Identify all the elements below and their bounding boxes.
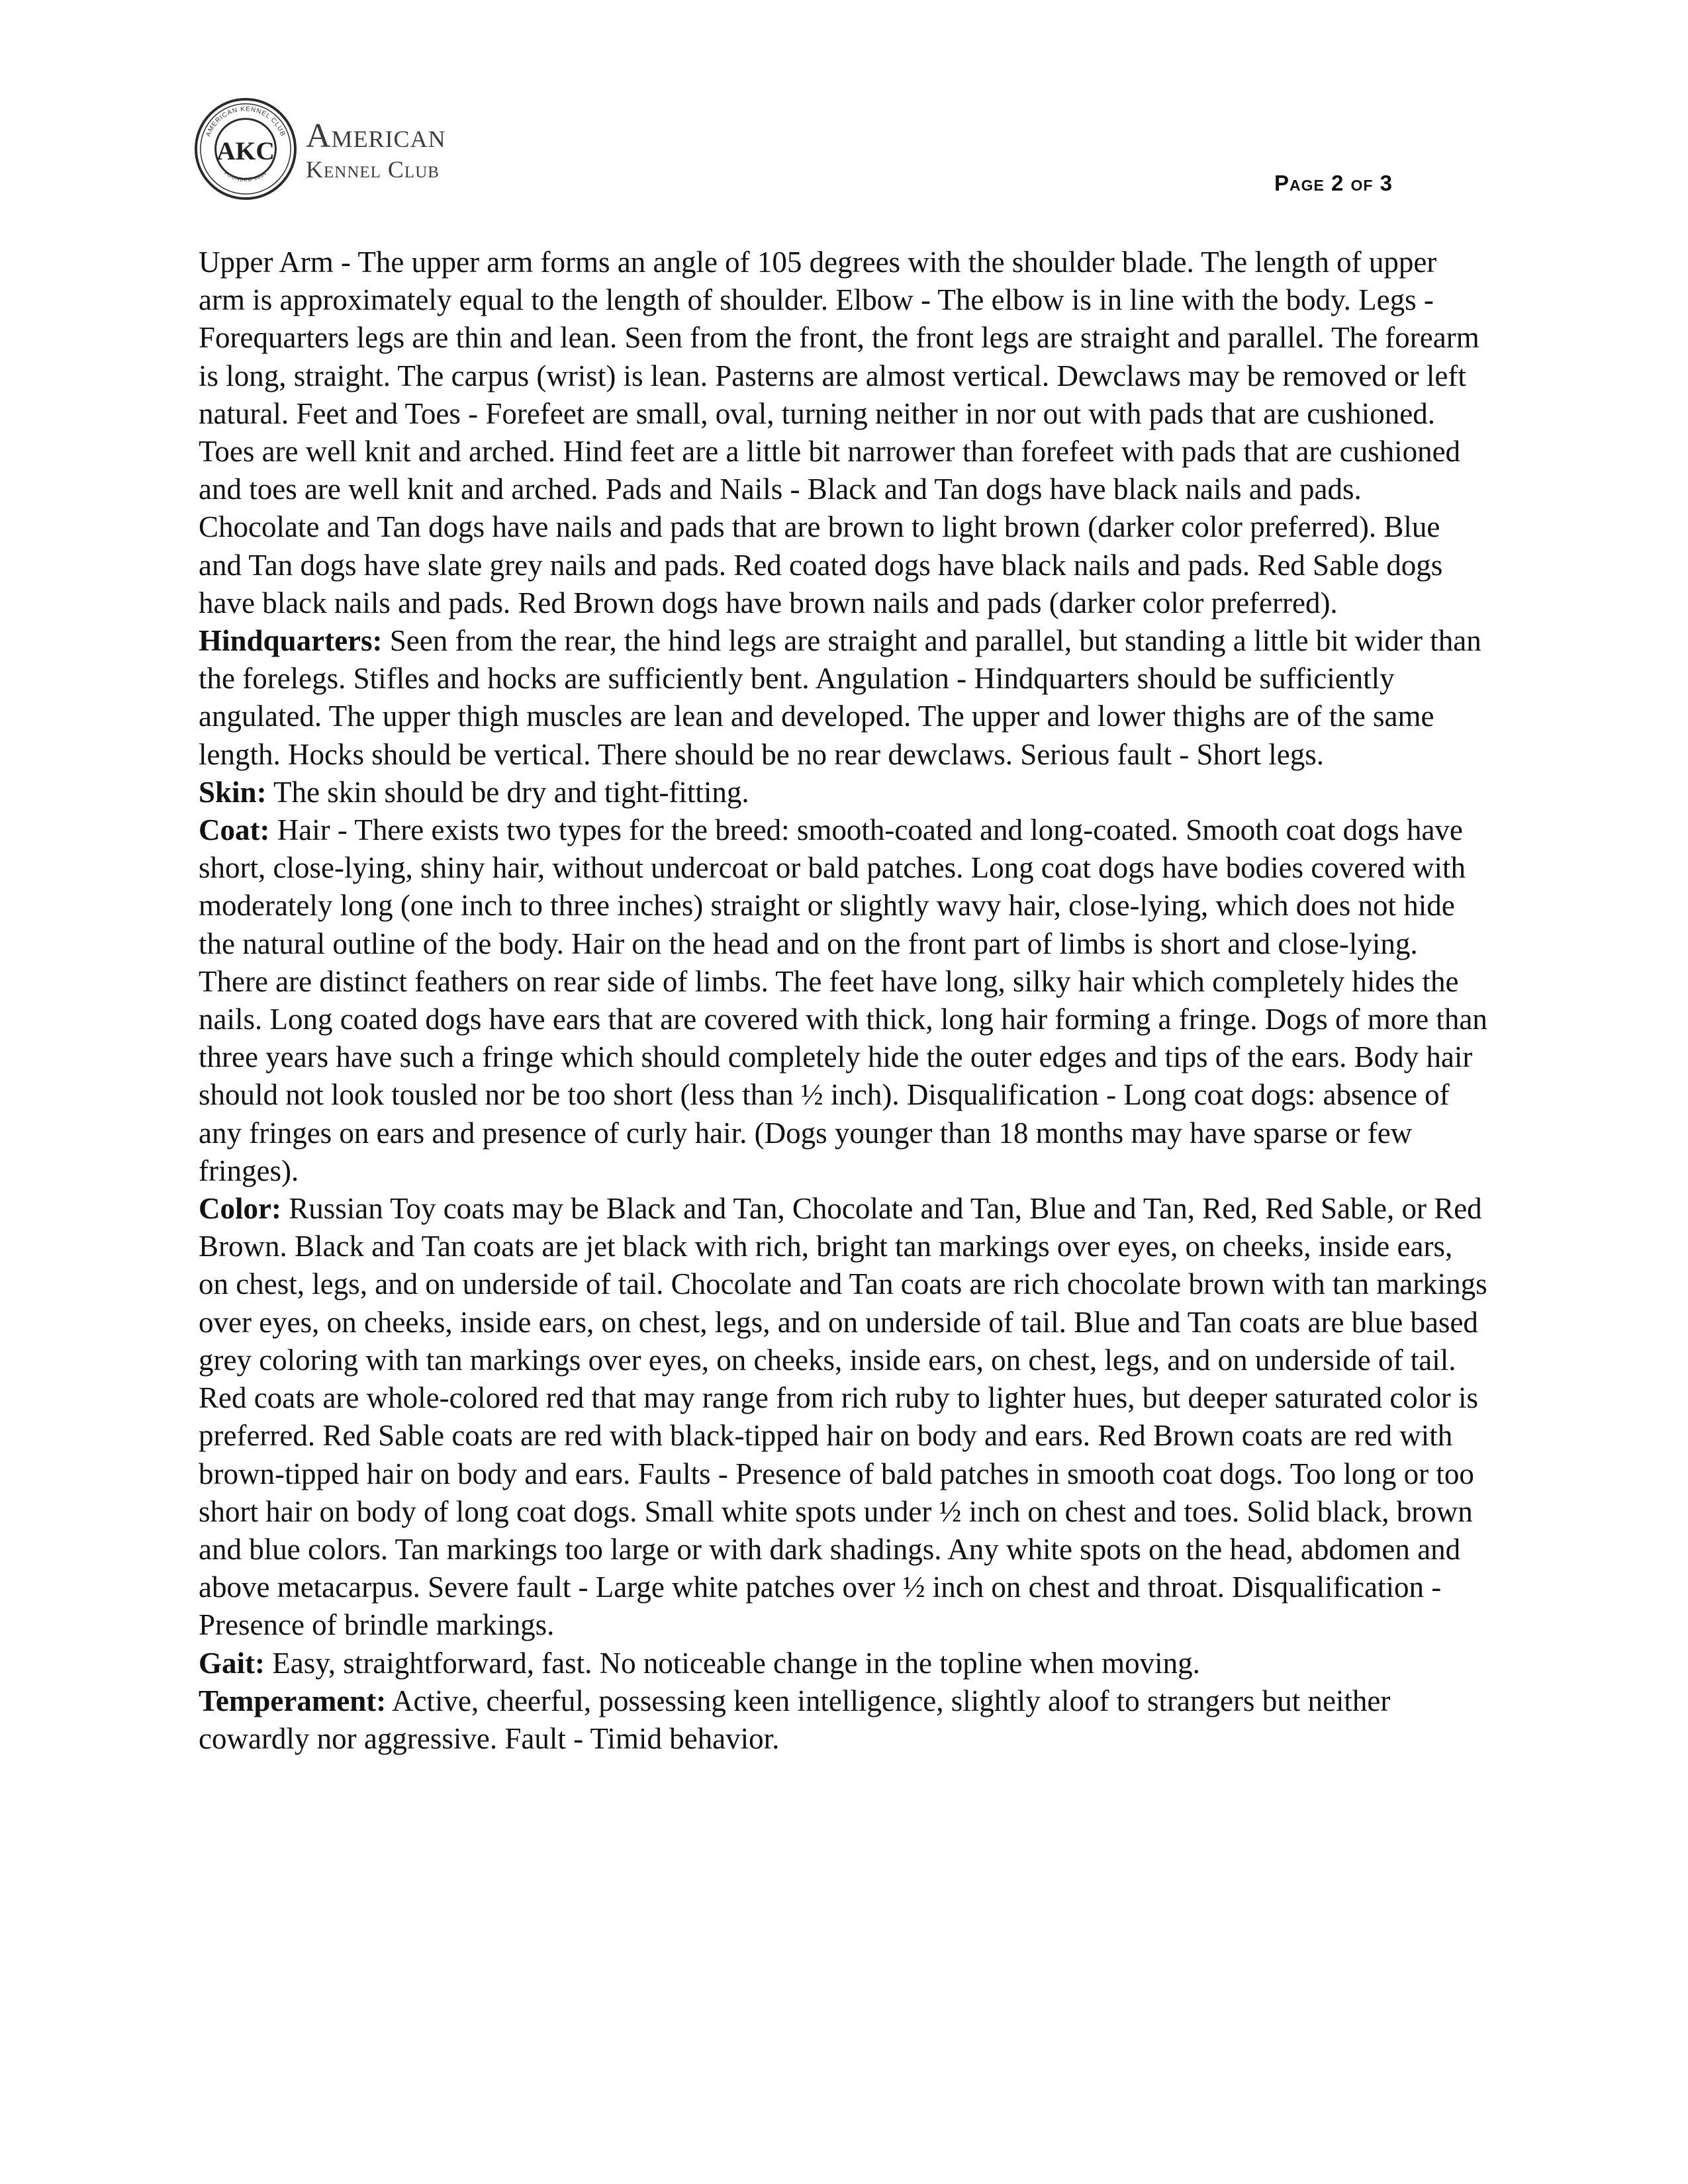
paragraph-coat [199, 811, 1489, 1190]
paragraph-text: Hair - There exists two types for the breed: smooth-coated and long-coated. Smooth coat dogs have short, close-lying, shiny hair, without undercoat or bald patches. Long coat dogs have bodies covered with moderately long (one inch to three inches) straight or slightly wavy hair, close-lying, which does not hide the natural outline of the body. Hair on the head and on the front part of limbs is short and close-lying. There are distinct feathers on rear side of limbs. The feet have long, silky hair which completely hides the nails. Long coated dogs have ears that are covered with thick, long hair forming a fringe. Dogs of more than three years have such a fringe which should completely hide the outer edges and tips of the ears. Body hair should not look tousled nor be too short (less than ½ inch). Disqualification - Long coat dogs: absence of any fringes on ears and presence of curly hair. (Dogs younger than 18 months may have sparse or few fringes). [199, 813, 1487, 1187]
paragraph-hindquarters [199, 622, 1489, 774]
paragraph-text: Easy, straightforward, fast. No noticeable change in the topline when moving. [264, 1646, 1200, 1680]
brand-line-kennel-club: Kennel Club [306, 156, 440, 183]
paragraph-heading: Skin: [199, 775, 267, 809]
svg-text:FOUNDED 1884 [223, 170, 268, 183]
akc-logo [193, 97, 471, 203]
paragraph-heading: Color: [199, 1192, 281, 1226]
seal-ring-year: FOUNDED 1884 [223, 169, 268, 183]
paragraph-forequarters [199, 244, 1489, 622]
paragraph-heading: Gait: [199, 1646, 265, 1680]
paragraph-heading: Hindquarters: [199, 624, 383, 658]
paragraph-color [199, 1190, 1489, 1644]
paragraph-text: Seen from the rear, the hind legs are straight and parallel, but standing a little bit wider than the forelegs. Stifles and hocks are sufficiently bent. Angulation - Hindquarters should be sufficiently angulated. The upper thigh muscles are lean and developed. The upper and lower thighs are of the same length. Hocks should be vertical. There should be no rear dewclaws. Serious fault - Short legs. [199, 624, 1481, 771]
paragraph-skin [199, 774, 1489, 811]
svg-text:AMERICAN KENNEL CLUB [205, 106, 287, 138]
paragraph-temperament [199, 1682, 1489, 1758]
page-number: Page 2 of 3 [1274, 171, 1393, 195]
paragraph-heading: Coat: [199, 813, 270, 847]
seal-ring-text: AMERICAN KENNEL CLUB [205, 105, 287, 138]
akc-seal-icon [193, 97, 298, 201]
paragraph-text: Upper Arm - The upper arm forms an angle of 105 degrees with the shoulder blade. The length of upper arm is approximately equal to the length of shoulder. Elbow - The elbow is in line with the body. Legs - Forequarters legs are thin and lean. Seen from the front, the front legs are straight and parallel. The forearm is long, straight. The carpus (wrist) is lean. Pasterns are almost vertical. Dewclaws may be removed or left natural. Feet and Toes - Forefeet are small, oval, turning neither in nor out with pads that are cushioned. Toes are well knit and arched. Hind feet are a little bit narrower than forefeet with pads that are cushioned and toes are well knit and arched. Pads and Nails - Black and Tan dogs have black nails and pads. Chocolate and Tan dogs have nails and pads that are brown to light brown (darker color preferred). Blue and Tan dogs have slate grey nails and pads. Red coated dogs have black nails and pads. Red Sable dogs have black nails and pads. Red Brown dogs have brown nails and pads (darker color preferred). [199, 246, 1479, 619]
paragraph-gait [199, 1645, 1489, 1682]
brand-line-american: American [306, 117, 446, 155]
paragraph-heading: Temperament: [199, 1684, 387, 1717]
seal-monogram: AKC [216, 136, 275, 165]
paragraph-text: The skin should be dry and tight-fitting. [266, 775, 749, 809]
paragraph-text: Active, cheerful, possessing keen intelligence, slightly aloof to strangers but neither cowardly nor aggressive. Fault - Timid behavior. [199, 1684, 1391, 1755]
standard-body [199, 244, 1489, 1758]
brand-name [306, 119, 446, 181]
paragraph-text: Russian Toy coats may be Black and Tan, Chocolate and Tan, Blue and Tan, Red, Red Sable, or Red Brown. Black and Tan coats are jet black with rich, bright tan markings over eyes, on cheeks, inside ears, on chest, legs, and on underside of tail. Chocolate and Tan coats are rich chocolate brown with tan markings over eyes, on cheeks, inside ears, on chest, legs, and on underside of tail. Blue and Tan coats are blue based grey coloring with tan markings over eyes, on cheeks, inside ears, on chest, legs, and on underside of tail. Red coats are whole-colored red that may range from rich ruby to lighter hues, but deeper saturated color is preferred. Red Sable coats are red with black-tipped hair on body and ears. Red Brown coats are red with brown-tipped hair on body and ears. Faults - Presence of bald patches in smooth coat dogs. Too long or too short hair on body of long coat dogs. Small white spots under ½ inch on chest and toes. Solid black, brown and blue colors. Tan markings too large or with dark shadings. Any white spots on the head, abdomen and above metacarpus. Severe fault - Large white patches over ½ inch on chest and throat. Disqualification - Presence of brindle markings. [199, 1192, 1487, 1642]
